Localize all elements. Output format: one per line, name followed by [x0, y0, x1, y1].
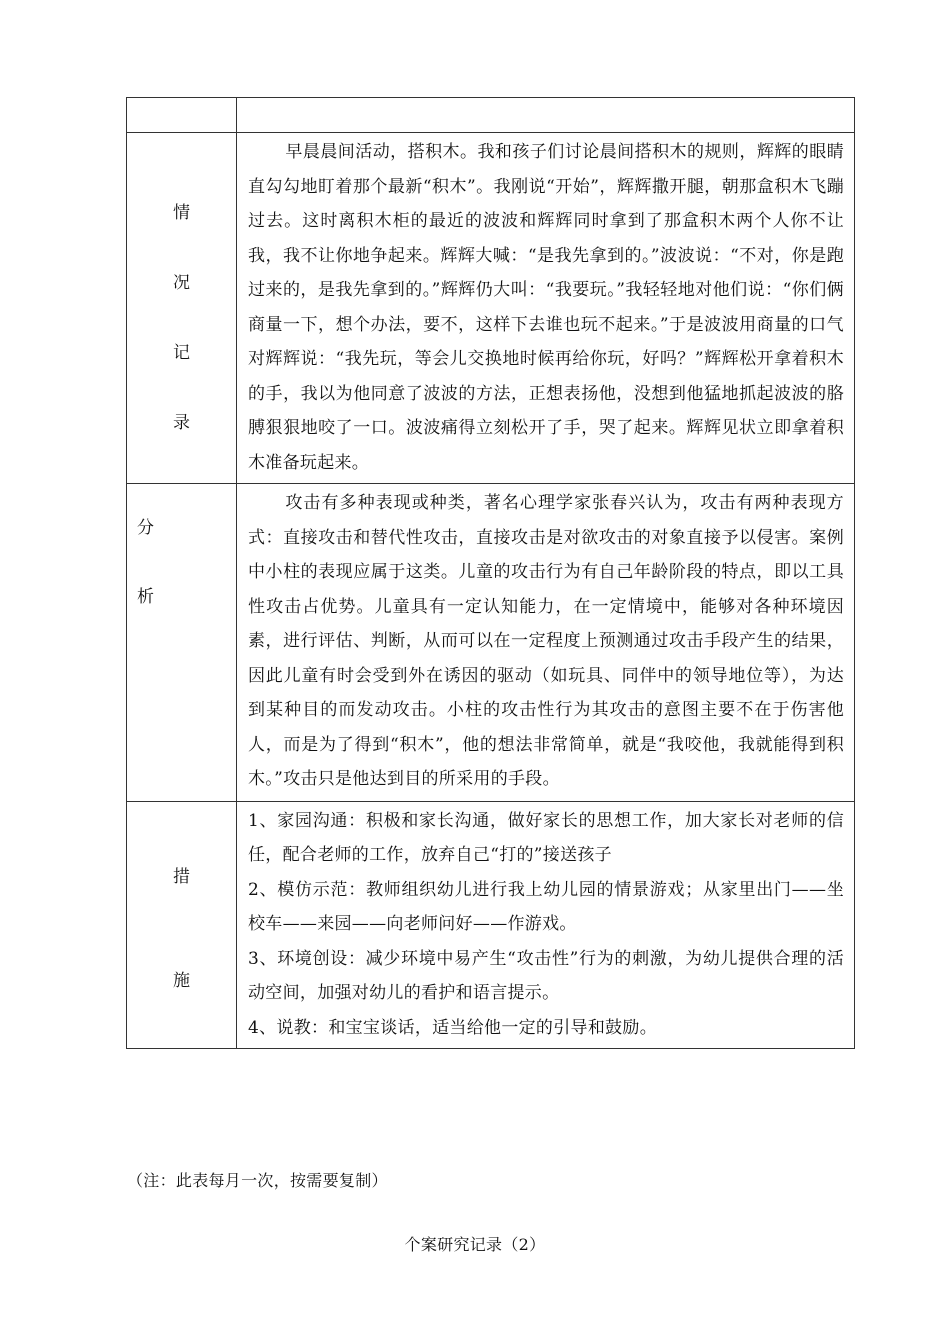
analysis-label-cell — [127, 484, 237, 802]
measure-item: 1、家园沟通：积极和家长沟通，做好家长的思想工作，加大家长对老师的信任，配合老师的工作，放弃自己“打的”接送孩子 — [248, 810, 844, 865]
measures-label-cell — [127, 801, 237, 1049]
empty-content-cell — [237, 98, 855, 133]
situation-label-char: 况 — [173, 273, 190, 293]
measures-label-char: 施 — [173, 970, 190, 991]
situation-row — [127, 133, 855, 484]
analysis-label-char: 析 — [137, 587, 154, 607]
situation-text: 早晨晨间活动，搭积木。我和孩子们讨论晨间搭积木的规则，辉辉的眼睛直勾勾地盯着那个最新“积木”。我刚说“开始”，辉辉撒开腿，朝那盒积木飞蹦过去。这时离积木柜的最近的波波和辉辉同时拿到了那盒积木两个人你不让我，我不让你地争起来。辉辉大喊：“是我先拿到的。”波波说：“不对，你是跑过来的，是我先拿到的。”辉辉仍大叫：“我要玩。”我轻轻地对他们说：“你们俩商量一下，想个办法，要不，这样下去谁也玩不起来。”于是波波用商量的口气对辉辉说：“我先玩，等会儿交换地时候再给你玩，好吗？”辉辉松开拿着积木的手，我以为他同意了波波的方法，正想表扬他，没想到他猛地抓起波波的胳膊狠狠地咬了一口。波波痛得立刻松开了手，哭了起来。辉辉见状立即拿着积木准备玩起来。 — [248, 142, 844, 473]
empty-header-row — [127, 98, 855, 133]
situation-label-cell — [127, 133, 237, 484]
measure-item: 3、环境创设：减少环境中易产生“攻击性”行为的刺激，为幼儿提供合理的活动空间，加强对幼儿的看护和语言提示。 — [248, 948, 844, 1003]
measures-list — [237, 802, 854, 1049]
situation-content-cell — [237, 133, 855, 484]
measures-row — [127, 801, 855, 1049]
measure-item: 4、说教：和宝宝谈话，适当给他一定的引导和鼓励。 — [248, 1017, 658, 1038]
measures-label-char: 措 — [173, 866, 190, 887]
measure-item: 2、模仿示范：教师组织幼儿进行我上幼儿园的情景游戏；从家里出门——坐校车——来园——向老师问好——作游戏。 — [248, 879, 844, 934]
situation-label-char: 记 — [173, 343, 190, 363]
next-record-title: 个案研究记录（2） — [404, 1235, 546, 1254]
analysis-label — [127, 484, 236, 606]
analysis-label-char: 分 — [137, 518, 154, 538]
empty-label-cell — [127, 98, 237, 133]
situation-label-char: 录 — [173, 413, 190, 433]
analysis-text: 攻击有多种表现或种类，著名心理学家张春兴认为，攻击有两种表现方式：直接攻击和替代性攻击，直接攻击是对欲攻击的对象直接予以侵害。案例中小柱的表现应属于这类。儿童的攻击行为有自己年龄阶段的特点，即以工具性攻击占优势。儿童具有一定认知能力，在一定情境中，能够对各种环境因素，进行评估、判断，从而可以在一定程度上预测通过攻击手段产生的结果，因此儿童有时会受到外在诱因的驱动（如玩具、同伴中的领导地位等），为达到某种目的而发动攻击。小柱的攻击性行为其攻击的意图主要不在于伤害他人，而是为了得到“积木”，他的想法非常简单，就是“我咬他，我就能得到积木。”攻击只是他达到目的所采用的手段。 — [248, 493, 844, 789]
case-record-table — [126, 97, 855, 1049]
measures-content-cell — [237, 801, 855, 1049]
table-note: （注：此表每月一次，按需要复制） — [127, 1171, 388, 1190]
analysis-row — [127, 484, 855, 802]
measures-label — [127, 802, 236, 990]
analysis-content-cell — [237, 484, 855, 802]
situation-label — [127, 133, 236, 432]
situation-label-char: 情 — [173, 203, 190, 223]
